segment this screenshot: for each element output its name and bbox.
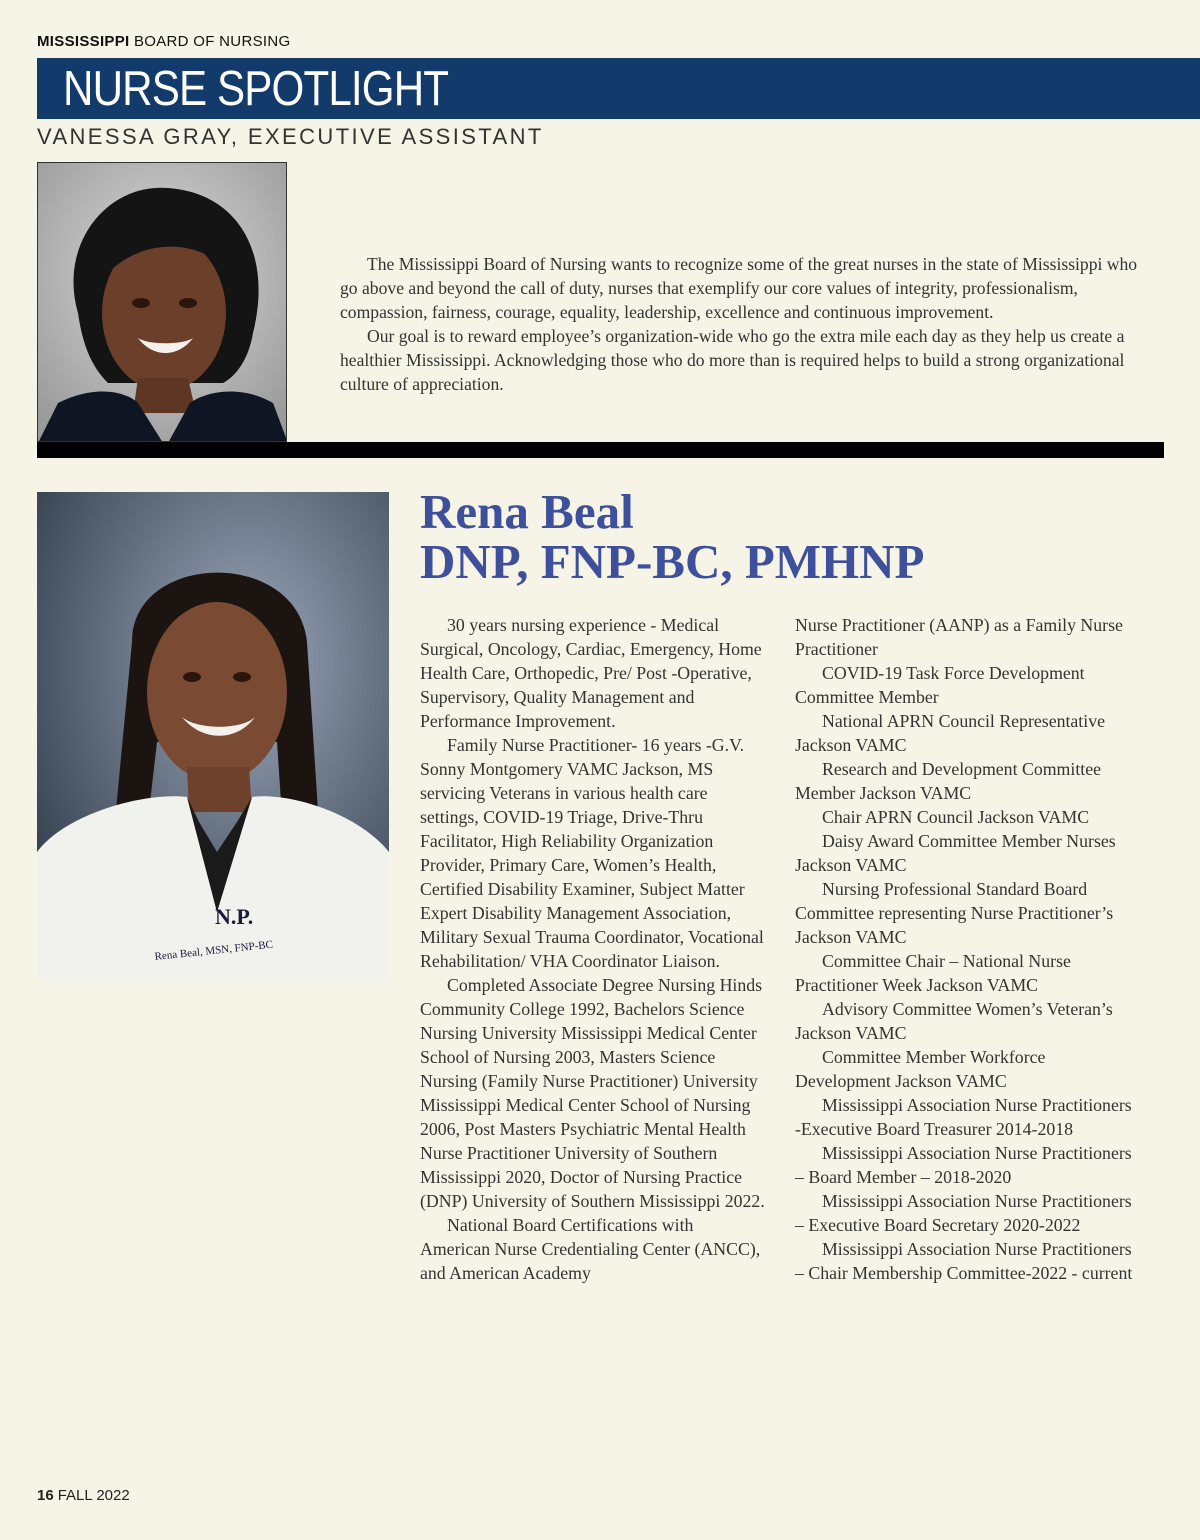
bio-paragraph: Completed Associate Degree Nursing Hinds Community College 1992, Bachelors Science Nursing University Mississippi Medical Center School of Nursing 2003, Masters Science Nursing (Family Nurse Practitioner) University Mississippi Medical Center School of Nursing 2006, Post Masters Psychiatric Mental Health Nurse Practitioner University of Southern Mississippi 2020, Doctor of Nursing Practice (DNP) University of Southern Mississippi 2022. [420,975,765,1211]
profile-heading [420,484,1180,589]
section-divider [37,442,1164,458]
intro-text [340,252,1145,396]
issue-label: FALL 2022 [57,1487,130,1504]
title-banner [37,58,1200,119]
bio-paragraph-continued: Nurse Practitioner (AANP) as a Family Nurse Practitioner [795,615,1123,659]
bio-paragraph: Research and Development Committee Member Jackson VAMC [795,759,1101,803]
profile-credentials: DNP, FNP-BC, PMHNP [420,534,925,589]
page-title: NURSE SPOTLIGHT [63,62,449,116]
bio-paragraph: Committee Member Workforce Development Jackson VAMC [795,1047,1046,1091]
bio-paragraph: Chair APRN Council Jackson VAMC [822,807,1090,827]
bio-paragraph: COVID-19 Task Force Development Committee Member [795,663,1085,707]
bio-paragraph: Mississippi Association Nurse Practitioners – Board Member – 2018-2020 [795,1143,1132,1187]
bio-paragraph: National Board Certifications with American Nurse Credentialing Center (ANCC), and American Academy [420,1215,761,1283]
intro-paragraph: The Mississippi Board of Nursing wants to recognize some of the great nurses in the state of Mississippi who go above and beyond the call of duty, nurses that exemplify our core values of integrity, professionalism, compassion, fairness, courage, equality, leadership, excellence and continuous improvement. [340,254,1138,322]
bio-paragraph: Advisory Committee Women’s Veteran’s Jackson VAMC [795,999,1113,1043]
bio-column-2 [795,613,1140,1285]
profile-name: Rena Beal [420,484,634,539]
page-footer [37,1487,130,1504]
bio-paragraph: Mississippi Association Nurse Practitioners – Chair Membership Committee-2022 - current [795,1239,1133,1283]
coat-patch-text: N.P. [215,904,254,929]
coat-name-text: Rena Beal, MSN, FNP-BC [154,938,274,963]
page-number: 16 [37,1487,54,1504]
masthead-state: MISSISSIPPI [37,33,130,50]
portrait-vanessa-gray [37,162,287,442]
bio-paragraph: National APRN Council Representative Jackson VAMC [795,711,1105,755]
page-subtitle: VANESSA GRAY, EXECUTIVE ASSISTANT [37,124,544,149]
bio-paragraph: Mississippi Association Nurse Practitioners -Executive Board Treasurer 2014-2018 [795,1095,1132,1139]
intro-paragraph: Our goal is to reward employee’s organization-wide who go the extra mile each day as they help us create a healthier Mississippi. Acknowledging those who do more than is required helps to build a strong organizational culture of appreciation. [340,326,1125,394]
bio-column-1 [420,613,765,1285]
bio-paragraph: Committee Chair – National Nurse Practitioner Week Jackson VAMC [795,951,1071,995]
masthead [37,33,290,50]
bio-paragraph: Daisy Award Committee Member Nurses Jackson VAMC [795,831,1116,875]
bio-paragraph: Nursing Professional Standard Board Committee representing Nurse Practitioner’s Jackson VAMC [795,879,1114,947]
masthead-org: BOARD OF NURSING [133,33,291,50]
portrait-rena-beal [37,492,389,979]
bio-paragraph: Mississippi Association Nurse Practitioners – Executive Board Secretary 2020-2022 [795,1191,1132,1235]
bio-paragraph: 30 years nursing experience - Medical Surgical, Oncology, Cardiac, Emergency, Home Health Care, Orthopedic, Pre/ Post -Operative, Supervisory, Quality Management and Performance Improvement. [420,615,762,731]
bio-paragraph: Family Nurse Practitioner- 16 years -G.V. Sonny Montgomery VAMC Jackson, MS servicing Veterans in various health care settings, COVID-19 Triage, Drive-Thru Facilitator, High Reliability Organization Provider, Primary Care, Women’s Health, Certified Disability Examiner, Subject Matter Expert Disability Management Association, Military Sexual Trauma Coordinator, Vocational Rehabilitation/ VHA Coordinator Liaison. [420,735,764,971]
